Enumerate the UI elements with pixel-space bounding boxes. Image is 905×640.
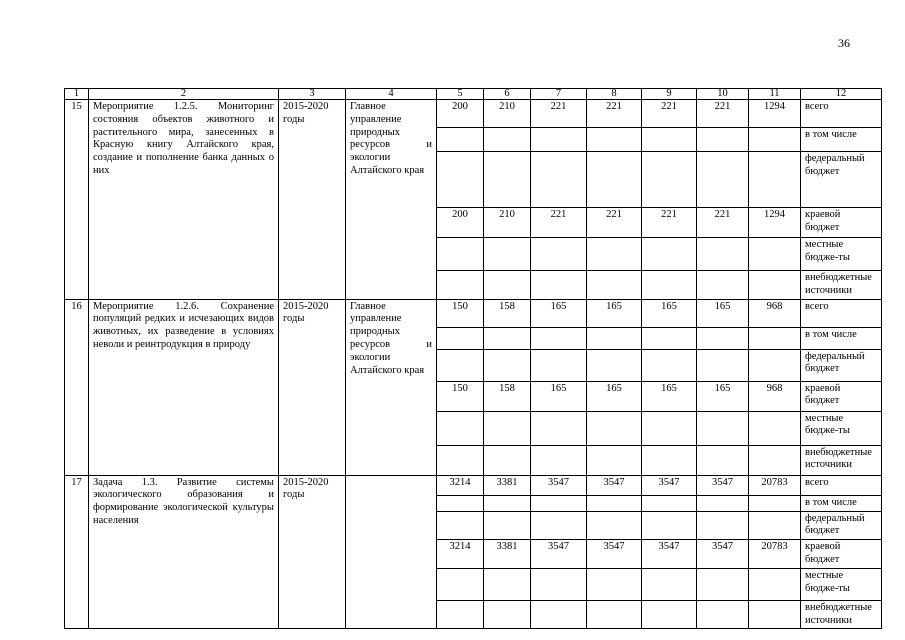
value-cell: 3547 bbox=[587, 540, 642, 569]
source-label: местные бюдже-ты bbox=[801, 411, 882, 445]
value-cell: 221 bbox=[697, 100, 749, 128]
value-cell: 200 bbox=[437, 208, 484, 238]
period: 2015-2020 годы bbox=[279, 475, 346, 629]
period: 2015-2020 годы bbox=[279, 299, 346, 475]
table-row bbox=[65, 299, 882, 327]
column-header: 7 bbox=[531, 89, 587, 100]
source-label: всего bbox=[801, 475, 882, 495]
row-number: 17 bbox=[65, 475, 89, 629]
value-cell: 221 bbox=[587, 100, 642, 128]
column-header: 3 bbox=[279, 89, 346, 100]
value-cell: 150 bbox=[437, 299, 484, 327]
source-label: внебюджетные источники bbox=[801, 445, 882, 475]
value-cell: 3214 bbox=[437, 475, 484, 495]
source-label: краевой бюджет bbox=[801, 540, 882, 569]
source-label: краевой бюджет bbox=[801, 208, 882, 238]
table-row bbox=[65, 100, 882, 128]
executor bbox=[346, 475, 437, 629]
source-label: внебюджетные источники bbox=[801, 600, 882, 629]
source-label: местные бюдже-ты bbox=[801, 238, 882, 271]
source-label: местные бюдже-ты bbox=[801, 568, 882, 600]
value-cell: 3547 bbox=[642, 475, 697, 495]
source-label: краевой бюджет bbox=[801, 381, 882, 411]
value-cell: 221 bbox=[531, 208, 587, 238]
value-cell: 3547 bbox=[697, 475, 749, 495]
value-cell: 3381 bbox=[484, 475, 531, 495]
value-cell: 221 bbox=[642, 100, 697, 128]
source-label: в том числе bbox=[801, 327, 882, 349]
table-row bbox=[65, 475, 882, 495]
source-label: внебюджетные источники bbox=[801, 271, 882, 300]
column-header: 2 bbox=[89, 89, 279, 100]
value-cell: 968 bbox=[749, 381, 801, 411]
value-cell: 165 bbox=[531, 299, 587, 327]
measure-name: Задача 1.3. Развитие системы экологического образования и формирование экологической культуры населения bbox=[89, 475, 279, 629]
value-cell: 1294 bbox=[749, 208, 801, 238]
source-label: федеральный бюджет bbox=[801, 511, 882, 540]
value-cell: 158 bbox=[484, 299, 531, 327]
column-number-header bbox=[65, 89, 882, 100]
value-cell: 221 bbox=[587, 208, 642, 238]
budget-table bbox=[64, 88, 882, 629]
value-cell: 165 bbox=[642, 299, 697, 327]
value-cell: 150 bbox=[437, 381, 484, 411]
source-label: федеральный бюджет bbox=[801, 349, 882, 381]
value-cell: 165 bbox=[587, 299, 642, 327]
value-cell: 221 bbox=[531, 100, 587, 128]
value-cell: 165 bbox=[642, 381, 697, 411]
value-cell: 200 bbox=[437, 100, 484, 128]
measure-name: Мероприятие 1.2.6. Сохранение популяций редких и исчезающих видов животных, их разведение в условиях неволи и реинтродукция в природу bbox=[89, 299, 279, 475]
column-header: 11 bbox=[749, 89, 801, 100]
value-cell: 158 bbox=[484, 381, 531, 411]
source-label: всего bbox=[801, 299, 882, 327]
page-number: 36 bbox=[838, 36, 850, 50]
measure-name: Мероприятие 1.2.5. Мониторинг состояния объектов животного и растительного мира, занесенных в Красную книгу Алтайского края, создание и пополнение банка данных о них bbox=[89, 100, 279, 300]
value-cell: 1294 bbox=[749, 100, 801, 128]
period: 2015-2020 годы bbox=[279, 100, 346, 300]
value-cell: 3547 bbox=[531, 540, 587, 569]
column-header: 4 bbox=[346, 89, 437, 100]
value-cell: 3547 bbox=[587, 475, 642, 495]
executor: Главное управление природных ресурсов и экологии Алтайского края bbox=[346, 299, 437, 475]
source-label: в том числе bbox=[801, 495, 882, 511]
source-label: федеральный бюджет bbox=[801, 152, 882, 208]
value-cell: 3547 bbox=[697, 540, 749, 569]
value-cell: 20783 bbox=[749, 475, 801, 495]
column-header: 5 bbox=[437, 89, 484, 100]
value-cell: 165 bbox=[697, 381, 749, 411]
value-cell: 968 bbox=[749, 299, 801, 327]
value-cell: 221 bbox=[642, 208, 697, 238]
value-cell: 210 bbox=[484, 100, 531, 128]
executor: Главное управление природных ресурсов и экологии Алтайского края bbox=[346, 100, 437, 300]
column-header: 10 bbox=[697, 89, 749, 100]
column-header: 12 bbox=[801, 89, 882, 100]
value-cell: 165 bbox=[697, 299, 749, 327]
row-number: 16 bbox=[65, 299, 89, 475]
value-cell: 221 bbox=[697, 208, 749, 238]
column-header: 6 bbox=[484, 89, 531, 100]
value-cell: 3381 bbox=[484, 540, 531, 569]
value-cell: 3547 bbox=[531, 475, 587, 495]
value-cell: 165 bbox=[531, 381, 587, 411]
column-header: 8 bbox=[587, 89, 642, 100]
value-cell: 165 bbox=[587, 381, 642, 411]
column-header: 1 bbox=[65, 89, 89, 100]
column-header: 9 bbox=[642, 89, 697, 100]
value-cell: 20783 bbox=[749, 540, 801, 569]
source-label: всего bbox=[801, 100, 882, 128]
value-cell: 3547 bbox=[642, 540, 697, 569]
value-cell: 210 bbox=[484, 208, 531, 238]
value-cell: 3214 bbox=[437, 540, 484, 569]
source-label: в том числе bbox=[801, 128, 882, 152]
row-number: 15 bbox=[65, 100, 89, 300]
